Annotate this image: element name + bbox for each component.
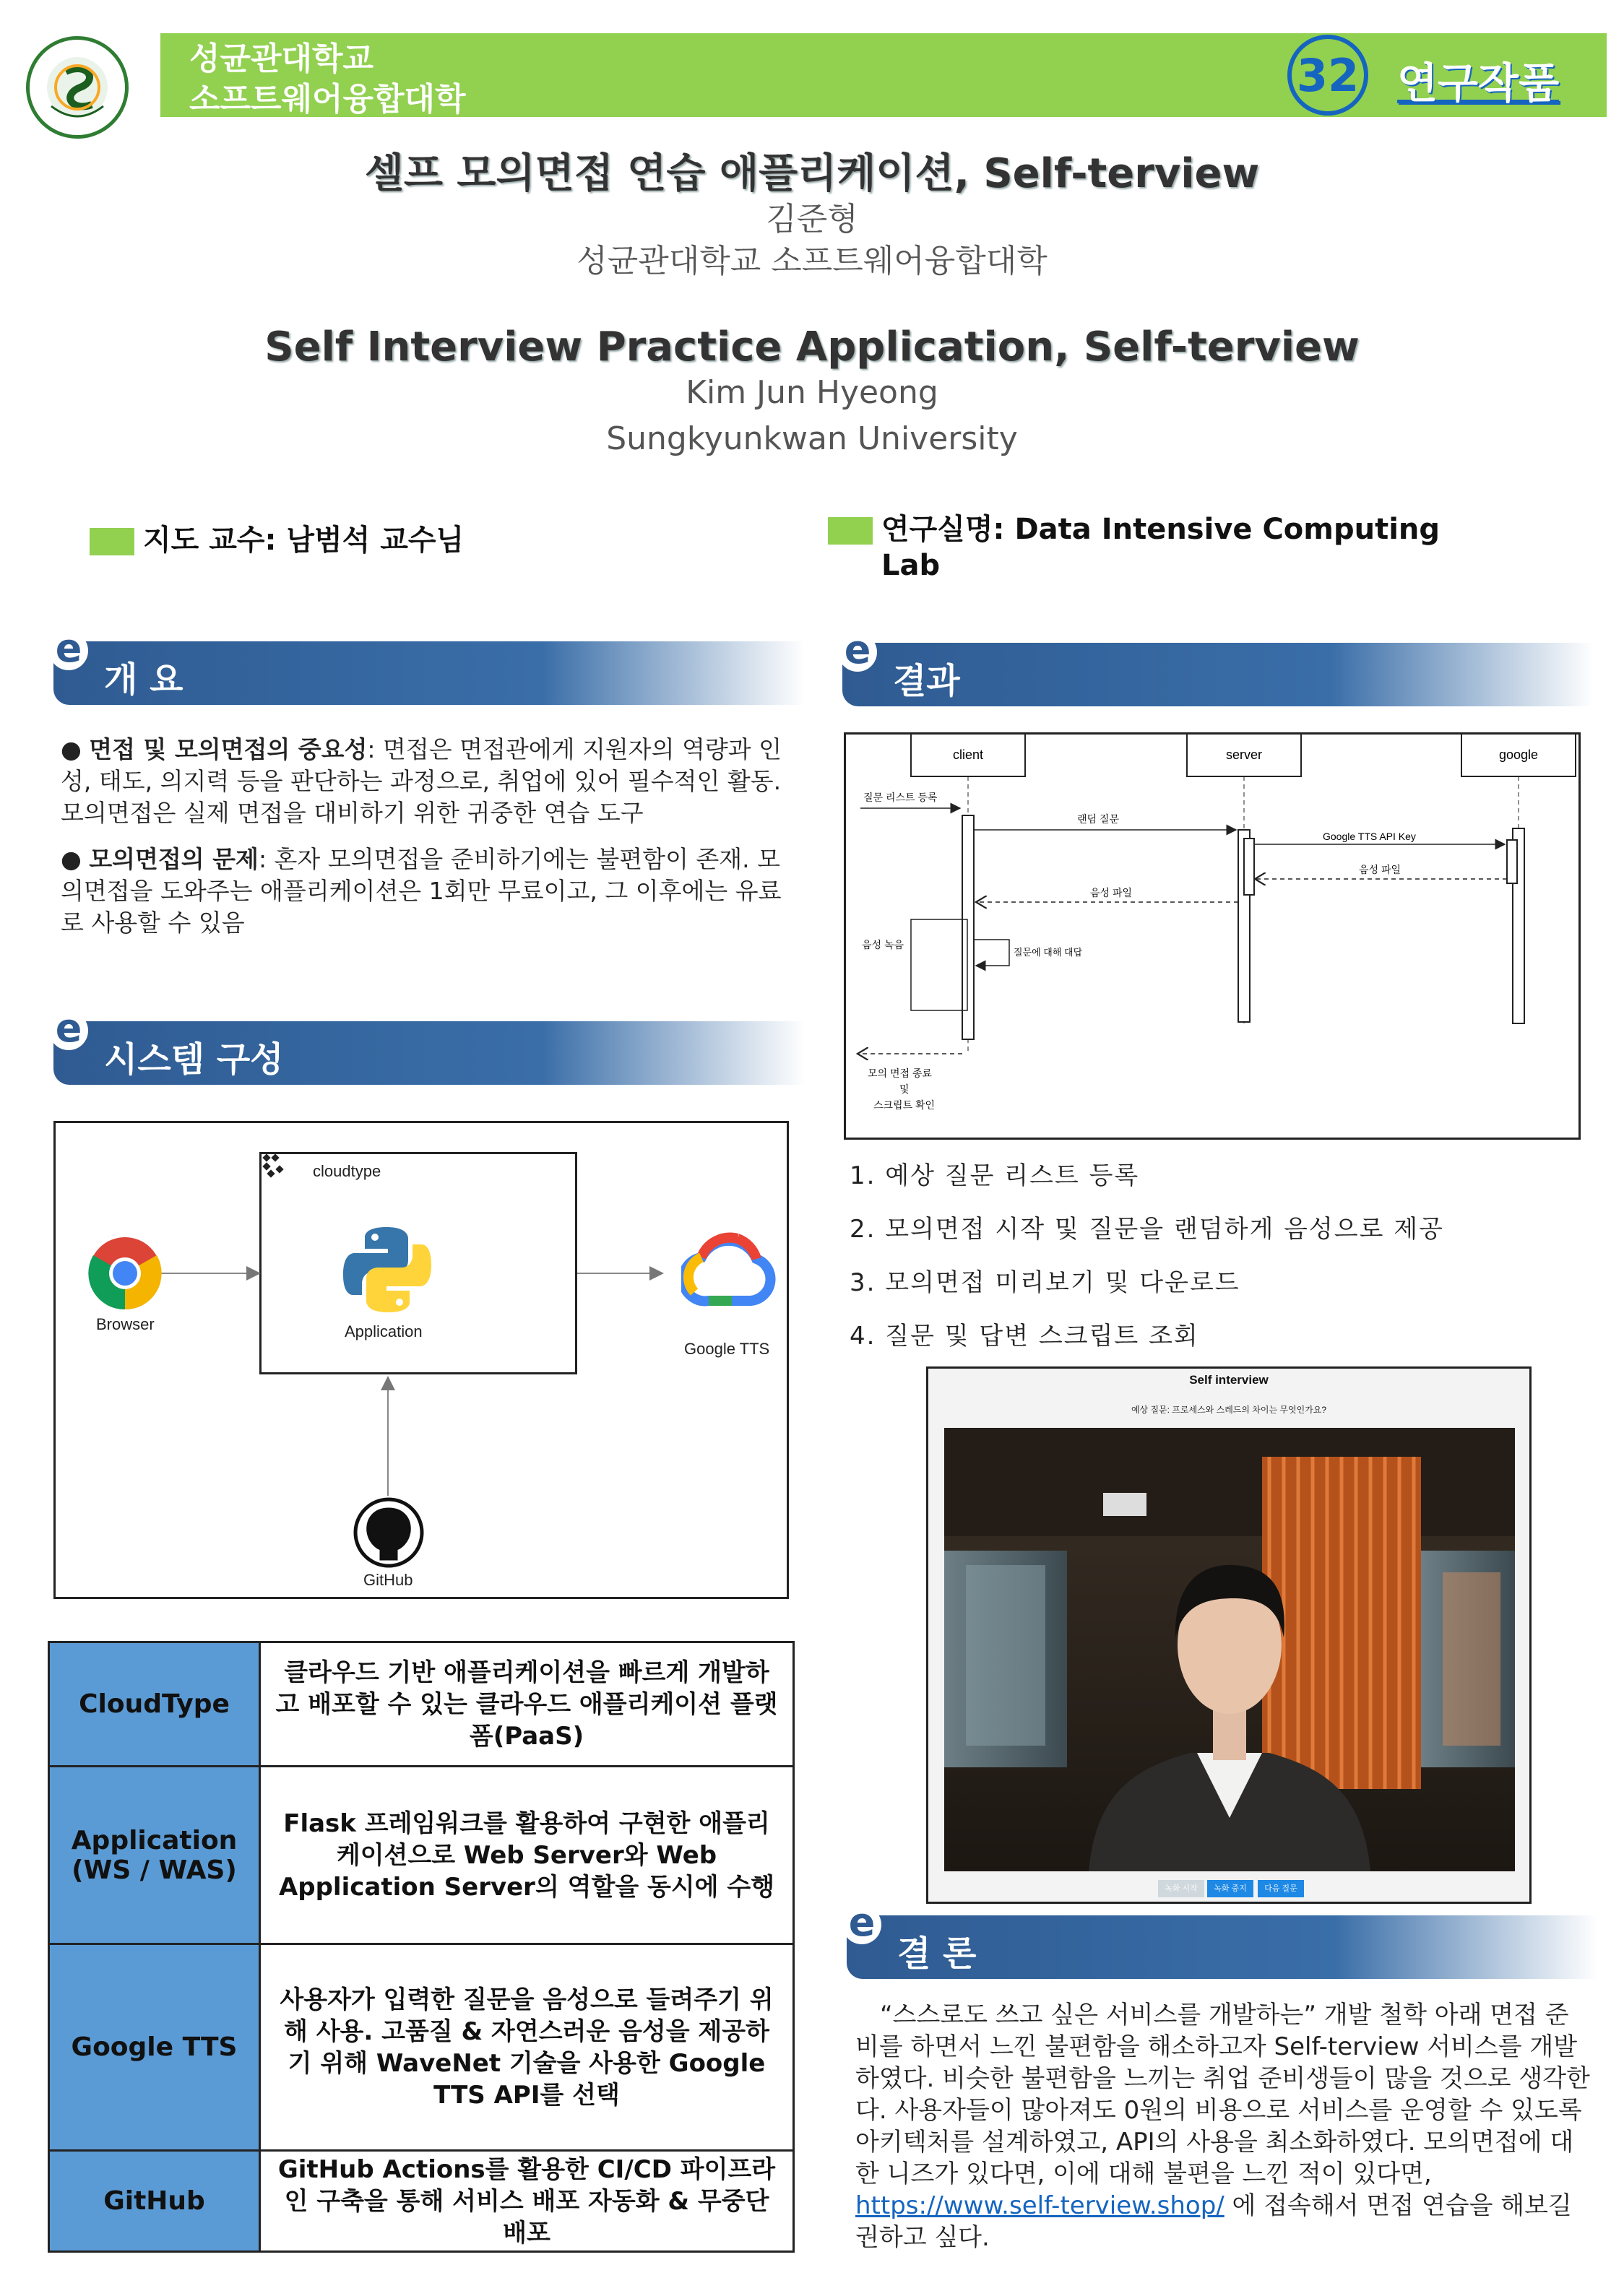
msg-record-audio: 음성 녹음 bbox=[862, 939, 904, 950]
conclusion-text bbox=[855, 1999, 1592, 2253]
msg-tts-api-key: Google TTS API Key bbox=[1323, 831, 1416, 842]
list-item: 2. 모의면접 시작 및 질문을 랜덤하게 음성으로 제공 bbox=[850, 1215, 1444, 1244]
section-overview-title: 개 요 bbox=[104, 659, 183, 700]
component-desc: Flask 프레임워크를 활용하여 구현한 애플리케이션으로 Web Server와 Web Application Server의 역할을 동시에 수행 bbox=[260, 1767, 794, 1944]
start-record-button[interactable]: 녹화 시작 bbox=[1158, 1880, 1204, 1897]
section-e-icon: e bbox=[49, 1011, 88, 1050]
msg-check-script: 스크립트 확인 bbox=[873, 1099, 936, 1111]
section-e-icon: e bbox=[49, 631, 88, 670]
screenshot-question: 예상 질문: 프로세스와 스레드의 차이는 무엇인가요? bbox=[1131, 1405, 1327, 1415]
github-label: GitHub bbox=[363, 1571, 413, 1589]
korean-affiliation: 성균관대학교 소프트웨어융합대학 bbox=[576, 243, 1048, 280]
list-item: 3. 모의면접 미리보기 및 다운로드 bbox=[850, 1268, 1240, 1297]
korean-author: 김준형 bbox=[766, 201, 858, 238]
poster-number-badge: 32 bbox=[1287, 35, 1368, 116]
msg-register-questions: 질문 리스트 등록 bbox=[863, 792, 938, 803]
browser-label: Browser bbox=[96, 1315, 155, 1333]
msg-end-interview: 모의 면접 종료 bbox=[868, 1067, 932, 1079]
lab-marker bbox=[828, 517, 873, 545]
overview-p1-body: : 면접은 면접관에게 지원자의 역량과 인성, 태도, 의지력 등을 판단하는 과정으로, 취업에 있어 필수적인 활동. 모의면접은 실제 면접을 대비하기 위한 귀중한 연습 도구 bbox=[61, 735, 782, 827]
component-desc: GitHub Actions를 활용한 CI/CD 파이프라인 구축을 통해 서비스 배포 자동화 & 무중단 배포 bbox=[260, 2151, 794, 2252]
table-row bbox=[49, 2151, 794, 2252]
conclusion-body: “스스로도 쓰고 싶은 서비스를 개발하는” 개발 철학 아래 면접 준비를 하면서 느낀 불편함을 해소하고자 Self-terview 서비스를 개발하였다. 비슷한 불편함을 느끼는 취업 준비생들이 많을 것으로 생각한다. 사용자들이 많아져도 0원의 비용으로 서비스를 운영할 수 있도록 아키텍처를 설계하였고, API의 사용을 최소화하였다. 모의면접에 대한 니즈가 있다면, 이에 대해 불편을 느낀 적이 있다면, bbox=[855, 2001, 1590, 2188]
cloudtype-icon bbox=[259, 1152, 288, 1181]
overview-p2-body: : 혼자 모의면접을 준비하기에는 불편함이 존재. 모의면접을 도와주는 애플리케이션은 1회만 무료이고, 그 이후에는 유료로 사용할 수 있음 bbox=[61, 845, 782, 937]
advisor-text: 지도 교수: 남범석 교수님 bbox=[143, 524, 465, 557]
python-icon bbox=[342, 1224, 433, 1315]
results-list bbox=[850, 1156, 1444, 1369]
section-result-header bbox=[842, 627, 1594, 706]
msg-and: 및 bbox=[899, 1083, 910, 1095]
msg-random-question: 랜덤 질문 bbox=[1077, 813, 1119, 825]
advisor-marker bbox=[90, 528, 134, 555]
overview-paragraph-2: ● 모의면접의 문제: 혼자 모의면접을 준비하기에는 불편함이 존재. 모의면접을 도와주는 애플리케이션은 1회만 무료이고, 그 이후에는 유료로 사용할 수 있음 bbox=[61, 845, 782, 937]
lab-text-line1: 연구실명: Data Intensive Computing bbox=[881, 513, 1441, 546]
list-item: 4. 질문 및 답변 스크립트 조회 bbox=[850, 1322, 1199, 1351]
cloudtype-label: cloudtype bbox=[313, 1162, 381, 1180]
lifeline-client: client bbox=[952, 748, 984, 762]
section-system-header bbox=[53, 1005, 805, 1085]
korean-title-block bbox=[0, 142, 1624, 283]
screenshot-title: Self interview bbox=[1189, 1373, 1269, 1387]
component-desc: 클라우드 기반 애플리케이션을 빠르게 개발하고 배포할 수 있는 클라우드 애플리케이션 플랫폼(PaaS) bbox=[260, 1642, 794, 1767]
lifeline-google: google bbox=[1498, 748, 1539, 762]
list-item: 1. 예상 질문 리스트 등록 bbox=[850, 1161, 1140, 1190]
component-name: GitHub bbox=[49, 2151, 260, 2252]
overview-paragraph-1: ● 면접 및 모의면접의 중요성: 면접은 면접관에게 지원자의 역량과 인성, 태도, 의지력 등을 판단하는 과정으로, 취업에 있어 필수적인 활동. 모의면접은 실제 면접을 대비하기 위한 귀중한 연습 도구 bbox=[61, 735, 782, 827]
table-row bbox=[49, 1944, 794, 2151]
section-result-title: 결과 bbox=[893, 661, 960, 701]
google-cloud-icon bbox=[681, 1231, 777, 1308]
header-banner bbox=[160, 33, 1607, 117]
korean-title: 셀프 모의면접 연습 애플리케이션, Self-terview bbox=[364, 150, 1260, 197]
section-conclusion-header bbox=[847, 1899, 1598, 1979]
university-logo bbox=[26, 36, 129, 139]
lab-info bbox=[828, 511, 1440, 584]
english-title-block bbox=[0, 324, 1624, 463]
system-architecture-diagram bbox=[53, 1121, 789, 1599]
component-name: Application (WS / WAS) bbox=[49, 1767, 260, 1944]
msg-audio-file-1: 음성 파일 bbox=[1359, 864, 1401, 875]
service-link[interactable]: https://www.self-terview.shop/ bbox=[855, 2191, 1225, 2220]
overview-p1-heading: 면접 및 모의면접의 중요성 bbox=[89, 735, 368, 763]
header-university: 성균관대학교 bbox=[189, 40, 374, 77]
chrome-browser-icon bbox=[87, 1236, 163, 1311]
section-e-icon: e bbox=[842, 1905, 881, 1944]
header-university-name bbox=[189, 39, 466, 120]
overview-p2-heading: 모의면접의 문제 bbox=[89, 845, 259, 873]
stop-record-button[interactable]: 녹화 중지 bbox=[1207, 1880, 1253, 1897]
msg-audio-file-2: 음성 파일 bbox=[1090, 887, 1132, 898]
app-screenshot bbox=[926, 1366, 1532, 1904]
webcam-photo bbox=[944, 1428, 1515, 1871]
component-desc: 사용자가 입력한 질문을 음성으로 들려주기 위해 사용. 고품질 & 자연스러운 음성을 제공하기 위해 WaveNet 기술을 사용한 Google TTS API를 선택 bbox=[260, 1944, 794, 2151]
section-conclusion-title: 결 론 bbox=[897, 1933, 977, 1974]
english-title: Self Interview Practice Application, Self-terview bbox=[264, 324, 1360, 371]
next-question-button[interactable]: 다음 질문 bbox=[1258, 1880, 1304, 1897]
components-table bbox=[48, 1641, 795, 2253]
table-row bbox=[49, 1642, 794, 1767]
overview-text bbox=[61, 734, 795, 939]
sequence-diagram bbox=[844, 732, 1581, 1140]
lifeline-server: server bbox=[1225, 748, 1263, 762]
google-tts-label: Google TTS bbox=[684, 1340, 770, 1358]
conclusion-tail: 에 접속해서 면접 연습을 해보길 권하고 싶다. bbox=[855, 2191, 1572, 2252]
sequence-drawing bbox=[846, 735, 1583, 1142]
github-icon bbox=[353, 1497, 424, 1568]
table-row bbox=[49, 1767, 794, 1944]
section-system-title: 시스템 구성 bbox=[104, 1039, 284, 1080]
component-name: Google TTS bbox=[49, 1944, 260, 2151]
poster-category: 연구작품 bbox=[1397, 59, 1560, 108]
lab-text-line2: Lab bbox=[881, 549, 941, 582]
section-e-icon: e bbox=[838, 633, 877, 672]
english-affiliation: Sungkyunkwan University bbox=[606, 420, 1018, 457]
component-name: CloudType bbox=[49, 1642, 260, 1767]
section-overview-header bbox=[53, 625, 805, 705]
header-college: 소프트웨어융합대학 bbox=[189, 81, 466, 118]
application-label: Application bbox=[345, 1322, 423, 1340]
msg-answer-question: 질문에 대해 대답 bbox=[1014, 947, 1083, 958]
english-author: Kim Jun Hyeong bbox=[686, 374, 938, 411]
advisor-info bbox=[90, 517, 464, 558]
